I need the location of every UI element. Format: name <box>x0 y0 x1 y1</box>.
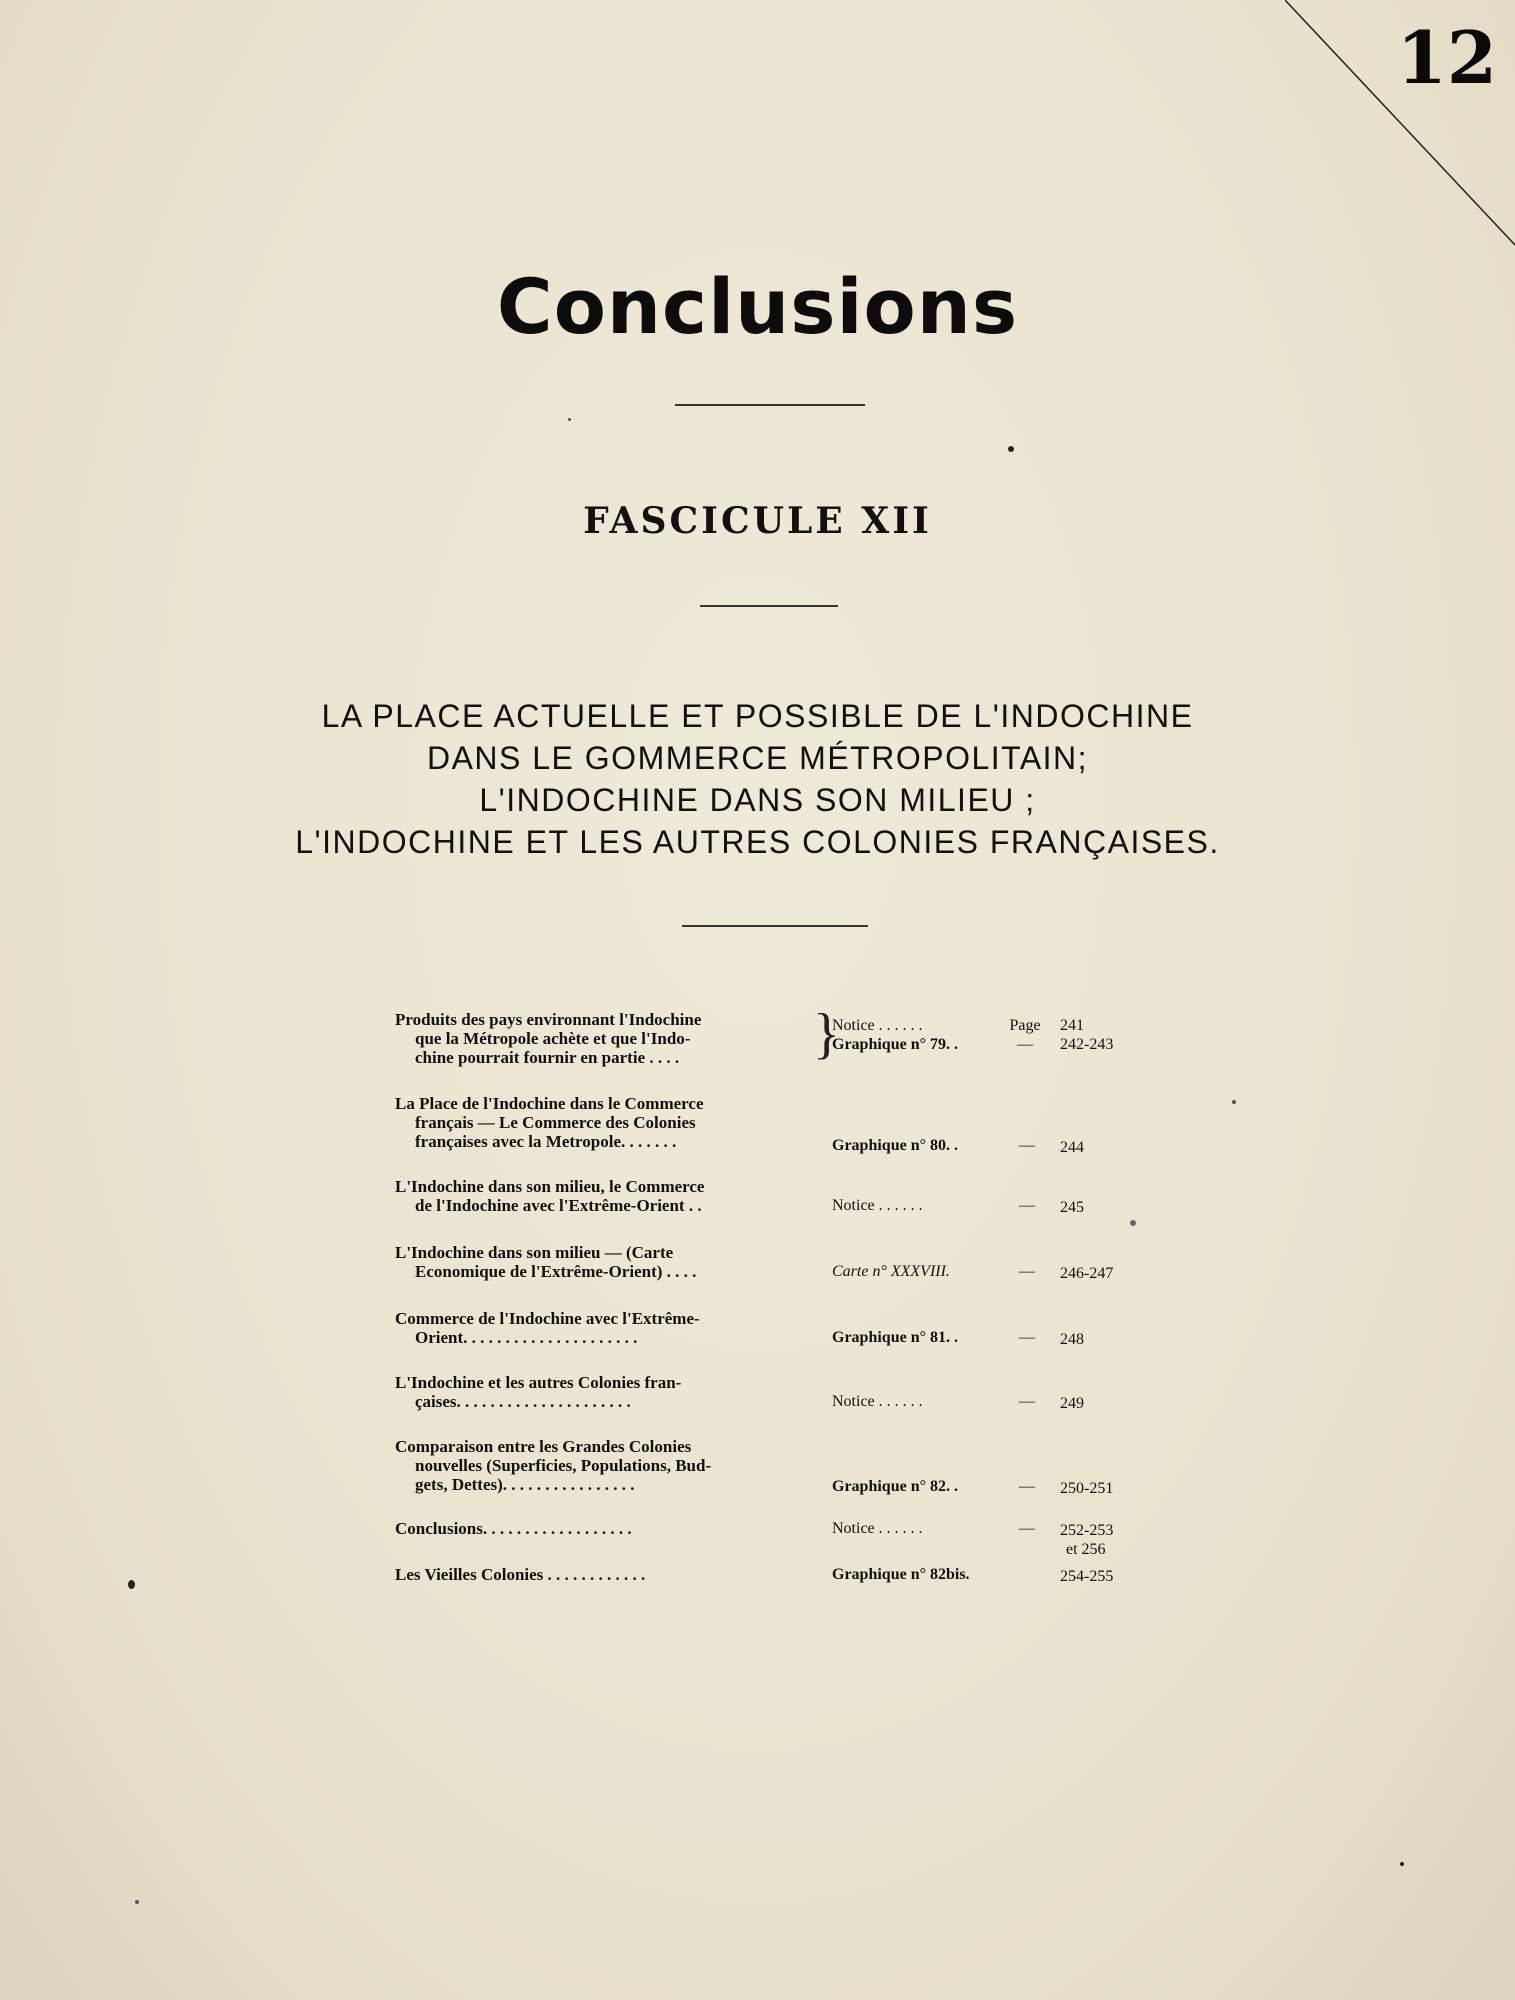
toc-type-line: Graphique n° 82. . <box>832 1478 958 1495</box>
toc-type-line: Notice . . . . . . <box>832 1520 923 1537</box>
toc-title-line: Commerce de l'Indochine avec l'Extrême- <box>395 1309 700 1328</box>
toc-page-line: 246-247 <box>1060 1265 1114 1282</box>
toc-page-line: 244 <box>1060 1139 1084 1156</box>
toc-entry-type <box>832 1016 1012 1054</box>
toc-entry-type <box>832 1519 1012 1538</box>
subtitle-line: DANS LE GOMMERCE MÉTROPOLITAIN; <box>426 740 1089 776</box>
toc-page-line: 248 <box>1060 1331 1084 1348</box>
toc-entry-dash <box>1007 1477 1047 1496</box>
toc-entry-type <box>832 1392 1012 1411</box>
toc-dash-line: — <box>1019 1478 1035 1495</box>
toc-title-line: que la Métropole achète et que l'Indo- <box>415 1029 691 1048</box>
toc-title-line: Economique de l'Extrême-Orient) . . . . <box>415 1262 697 1281</box>
toc-entry-title <box>395 1309 825 1347</box>
toc-title-line: çaises. . . . . . . . . . . . . . . . . . . . . <box>415 1392 631 1411</box>
toc-entry-type <box>832 1262 1012 1281</box>
toc-entry-type <box>832 1477 1012 1496</box>
toc-type-line: Carte n° XXXVIII. <box>832 1263 950 1280</box>
toc-entry-page <box>1060 1567 1140 1586</box>
toc-page-line: 252-253 <box>1060 1522 1114 1539</box>
toc-entry-title <box>395 1177 825 1215</box>
toc-type-line: Notice . . . . . . <box>832 1197 923 1214</box>
toc-title-line: chine pourrait fournir en partie . . . . <box>415 1048 680 1067</box>
toc-title-line: L'Indochine et les autres Colonies fran- <box>395 1373 682 1392</box>
subtitle-line: LA PLACE ACTUELLE ET POSSIBLE DE L'INDOCHINE <box>321 698 1194 734</box>
toc-dash-line: — <box>1019 1137 1035 1154</box>
toc-entry-dash <box>1007 1519 1047 1538</box>
subtitle-line: L'INDOCHINE ET LES AUTRES COLONIES FRANÇAISES. <box>295 824 1220 860</box>
toc-entry-title <box>395 1243 825 1281</box>
toc-entry-dash <box>1007 1136 1047 1155</box>
toc-title-line: Comparaison entre les Grandes Colonies <box>395 1437 692 1456</box>
toc-type-line: Notice . . . . . . <box>832 1393 923 1410</box>
toc-entry-title <box>395 1010 825 1067</box>
toc-title-line: Conclusions. . . . . . . . . . . . . . . . . . <box>395 1519 632 1538</box>
toc-dash-line: — <box>1019 1263 1035 1280</box>
toc-dash-line: — <box>1019 1393 1035 1410</box>
toc-entry-page <box>1060 1264 1140 1283</box>
toc-page-line: 242-243 <box>1060 1036 1114 1053</box>
toc-entry-page <box>1060 1016 1140 1054</box>
toc-title-line: Orient. . . . . . . . . . . . . . . . . . . . . <box>415 1328 638 1347</box>
brace-icon: } <box>813 1003 840 1065</box>
toc-page-line: 254-255 <box>1060 1568 1114 1585</box>
toc-dash-line: Page <box>1009 1017 1041 1034</box>
paper-speck <box>1008 446 1014 452</box>
divider-3 <box>682 925 868 927</box>
toc-entry-dash <box>1007 1328 1047 1347</box>
toc-title-line: L'Indochine dans son milieu — (Carte <box>395 1243 674 1262</box>
toc-entry-dash <box>1007 1262 1047 1281</box>
subtitle-block <box>0 695 1515 863</box>
toc-entry-title <box>395 1373 825 1411</box>
toc-title-line: Les Vieilles Colonies . . . . . . . . . . . . <box>395 1565 646 1584</box>
toc-page-line: 245 <box>1060 1199 1084 1216</box>
toc-title-line: français — Le Commerce des Colonies <box>415 1113 696 1132</box>
toc-entry-dash <box>995 1016 1055 1054</box>
toc-dash-line: — <box>1017 1036 1033 1053</box>
toc-entry-type <box>832 1196 1012 1215</box>
toc-type-line: Graphique n° 79. . <box>832 1036 958 1053</box>
toc-title-line: gets, Dettes). . . . . . . . . . . . . . . . <box>415 1475 635 1494</box>
paper-speck <box>135 1900 139 1904</box>
toc-entry-page <box>1060 1521 1140 1559</box>
toc-entry-page <box>1060 1330 1140 1349</box>
divider-2 <box>700 605 838 607</box>
toc-entry-page <box>1060 1138 1140 1157</box>
toc-entry-title <box>395 1565 825 1584</box>
toc-entry-dash <box>1007 1196 1047 1215</box>
toc-entry-title <box>395 1094 825 1151</box>
toc-title-line: L'Indochine dans son milieu, le Commerce <box>395 1177 705 1196</box>
toc-dash-line: — <box>1019 1197 1035 1214</box>
toc-entry-title <box>395 1519 825 1538</box>
paper-speck <box>1130 1220 1136 1226</box>
toc-title-line: nouvelles (Superficies, Populations, Bud- <box>415 1456 712 1475</box>
page-number: 12 <box>1396 15 1497 100</box>
toc-entry-page <box>1060 1394 1140 1413</box>
toc-dash-line: — <box>1019 1520 1035 1537</box>
toc-type-line: Graphique n° 81. . <box>832 1329 958 1346</box>
toc-entry-page <box>1060 1198 1140 1217</box>
paper-speck <box>568 418 571 421</box>
toc-title-line: La Place de l'Indochine dans le Commerce <box>395 1094 704 1113</box>
page-title: Conclusions <box>496 262 1019 351</box>
toc-entry-type <box>832 1565 1012 1584</box>
toc-type-line: Graphique n° 82bis. <box>832 1566 970 1583</box>
paper-speck <box>1400 1862 1404 1866</box>
toc-title-line: françaises avec la Metropole. . . . . . . <box>415 1132 677 1151</box>
subtitle-line: L'INDOCHINE DANS SON MILIEU ; <box>479 782 1036 818</box>
toc-title-line: Produits des pays environnant l'Indochine <box>395 1010 702 1029</box>
toc-page-line: 249 <box>1060 1395 1084 1412</box>
toc-page-line: 250-251 <box>1060 1480 1114 1497</box>
toc-entry-page <box>1060 1479 1140 1498</box>
toc-page-line: 241 <box>1060 1017 1084 1034</box>
paper-speck <box>1232 1100 1236 1104</box>
toc-dash-line: — <box>1019 1329 1035 1346</box>
toc-type-line: Notice . . . . . . <box>832 1017 923 1034</box>
toc-entry-type <box>832 1136 1012 1155</box>
toc-entry-type <box>832 1328 1012 1347</box>
toc-title-line: de l'Indochine avec l'Extrême-Orient . . <box>415 1196 702 1215</box>
divider-1 <box>675 404 865 406</box>
toc-page-line: et 256 <box>1066 1541 1106 1558</box>
fascicule-heading: FASCICULE XII <box>583 500 932 542</box>
toc-entry-title <box>395 1437 825 1494</box>
toc-type-line: Graphique n° 80. . <box>832 1137 958 1154</box>
toc-entry-dash <box>1007 1392 1047 1411</box>
paper-speck <box>128 1580 135 1589</box>
